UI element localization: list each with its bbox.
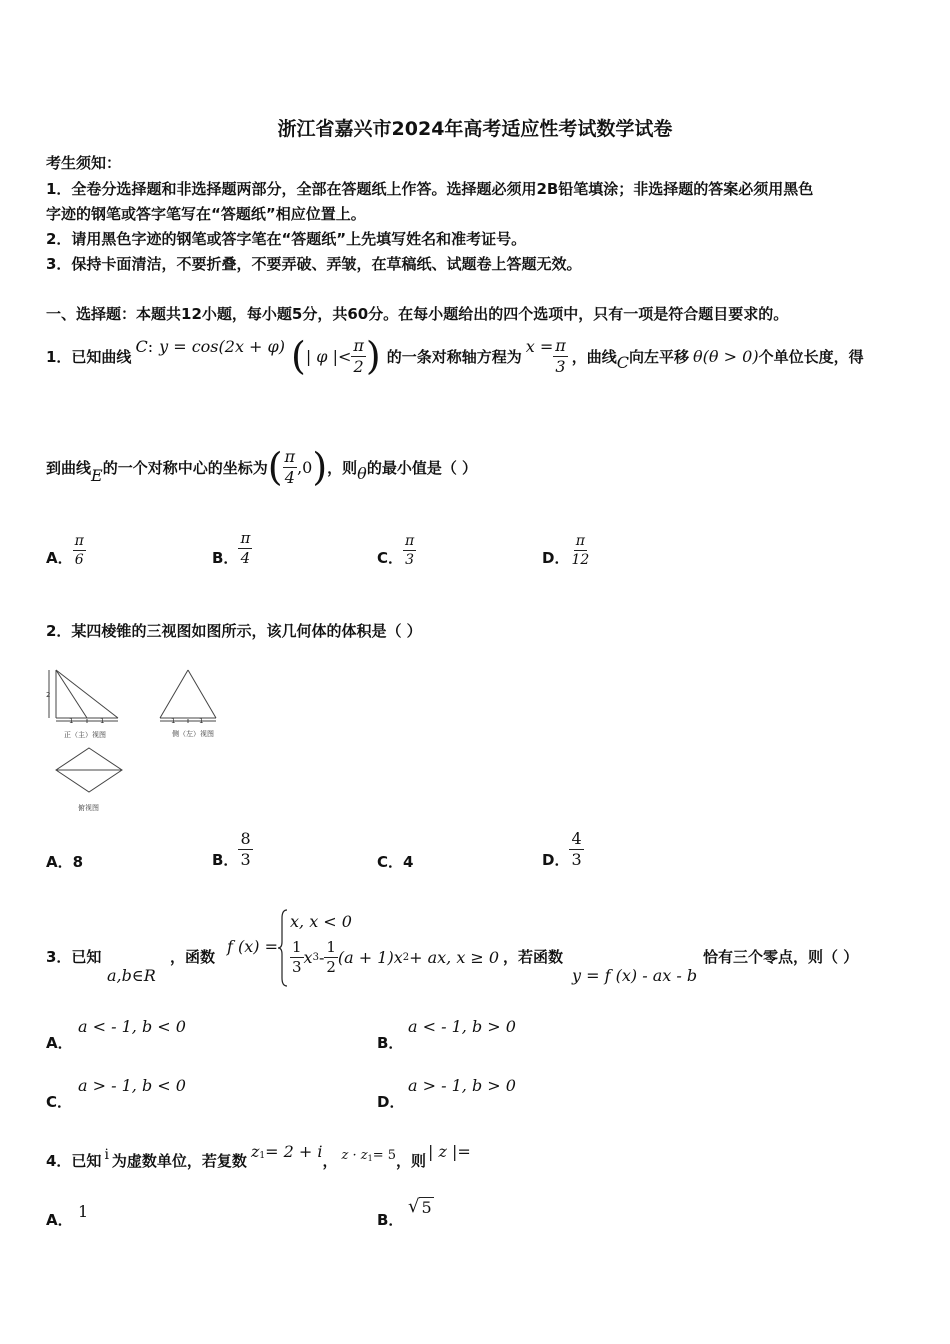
q1-option-a[interactable] [46, 530, 86, 570]
q1-prefix: 1．已知曲线 [46, 347, 132, 366]
q3-brace-svg [278, 908, 288, 988]
side-right-edge [188, 670, 216, 718]
q1-option-a-fraction [73, 534, 86, 567]
front-width-label-2: 1 [100, 717, 105, 725]
q1-option-b-den: 4 [240, 548, 251, 567]
q1-axis-lhs: x = [525, 336, 554, 356]
q2-option-a-label: A． [46, 853, 73, 871]
q4-zprod-rhs: = 5 [372, 1148, 396, 1163]
q3-case2-frac2 [324, 940, 338, 975]
q2-option-b-num: 8 [240, 828, 251, 848]
q4-z1: z [250, 1142, 260, 1161]
q1-mid-1: 的一条对称轴方程为 [386, 347, 522, 366]
q4-option-a-expr: 1 [78, 1202, 89, 1221]
q1-center-den: 4 [284, 467, 295, 487]
q1-option-d-num: π [575, 532, 585, 549]
q3-case2-frac1-num: 1 [292, 938, 302, 956]
page-title: 浙江省嘉兴市2024年高考适应性考试数学试卷 [277, 118, 673, 140]
q3-brace-path [278, 910, 287, 986]
q1-cond-fraction [351, 335, 366, 376]
q4-option-a-label[interactable]: A． [46, 1211, 73, 1229]
q4-z1-rhs: = 2 + i [265, 1142, 323, 1161]
q4-comma: ， [322, 1152, 338, 1170]
q4-option-b-sqrt: √ [408, 1196, 420, 1217]
q1-axis-fraction [553, 335, 568, 376]
q1-option-d-fraction [569, 534, 591, 567]
q3-brace [278, 908, 282, 986]
q3-option-b-label[interactable]: B． [377, 1034, 404, 1052]
q1-line2-b: 的一个对称中心的坐标为 [102, 458, 268, 477]
q4-zprod: z · z [341, 1148, 368, 1163]
q1-mid-4: 个单位长度，得 [758, 347, 864, 366]
q1-line2-d: 的最小值是（ ） [366, 458, 478, 477]
q3-domain: a,b∈R [107, 966, 156, 985]
q3-option-c-expr: a > - 1, b < 0 [78, 1076, 186, 1095]
q2-option-b[interactable] [212, 826, 253, 872]
q4-mid-1: 为虚数单位，若复数 [111, 1152, 247, 1170]
notice-line-1a: 1．全卷分选择题和非选择题两部分，全部在答题纸上作答。选择题必须用2B铅笔填涂；非选择题的答案必须用黑色 [46, 180, 814, 198]
q1-cond-open-paren: ( [290, 334, 306, 378]
q4-i: i [104, 1147, 109, 1163]
q2-option-d-den: 3 [571, 849, 582, 869]
q3-case2-frac1-den: 3 [292, 958, 302, 976]
q1-option-c-fraction [403, 534, 416, 567]
q1-line2-c: ，则 [327, 458, 358, 477]
side-view [160, 670, 216, 723]
q1-colon: : [147, 336, 154, 356]
q2-option-d-label: D． [542, 850, 570, 869]
q1-center-close-paren: ) [312, 445, 328, 489]
section-heading: 一、选择题：本题共12小题，每小题5分，共60分。在每小题给出的四个选项中，只有一项是符合题目要求的。 [46, 305, 789, 323]
question-1-line-2 [46, 436, 477, 498]
q1-theta: θ [357, 463, 367, 483]
q3-case2-rest: + ax, x ≥ 0 [409, 948, 500, 967]
q2-option-c-value: 4 [403, 852, 414, 871]
q3-option-d-label[interactable]: D． [377, 1093, 405, 1111]
q1-option-c-label: C． [377, 548, 404, 567]
question-4-line [46, 1142, 471, 1171]
q1-theta-expression: θ(θ > 0) [693, 346, 759, 366]
notice-heading: 考生须知： [46, 154, 122, 172]
q2-option-b-fraction [238, 828, 252, 869]
q4-option-b-expr [408, 1196, 434, 1217]
q2-option-d[interactable] [542, 826, 584, 872]
q4-option-b-label[interactable]: B． [377, 1211, 404, 1229]
q1-option-c-den: 3 [405, 551, 415, 568]
q2-option-b-den: 3 [240, 849, 251, 869]
q3-case2-a1x: (a + 1)x [337, 948, 403, 967]
q2-option-b-label: B． [212, 850, 239, 869]
q4-prefix: 4．已知 [46, 1152, 102, 1170]
q2-option-d-num: 4 [571, 828, 582, 848]
q1-curve-e: E [91, 465, 103, 485]
q3-option-c-label[interactable]: C． [46, 1093, 73, 1111]
q1-expression: y = cos(2x + φ) [159, 336, 285, 356]
question-2-text: 2．某四棱锥的三视图如图所示，该几何体的体积是（ ） [46, 622, 422, 640]
q3-case2-minus: - [318, 948, 325, 967]
q1-cond-den: 2 [353, 356, 364, 376]
side-width-label-2: 1 [199, 717, 204, 725]
q1-center-fraction [283, 446, 298, 487]
q2-option-d-fraction [569, 828, 583, 869]
q3-yfx: y = f (x) - ax - b [572, 966, 698, 985]
q1-option-b-num: π [240, 528, 251, 547]
q3-case2-frac2-den: 2 [326, 958, 336, 976]
q3-option-b-expr: a < - 1, b > 0 [408, 1017, 516, 1036]
q1-cond-left: | φ |< [305, 346, 352, 366]
q3-option-d-expr: a > - 1, b > 0 [408, 1076, 516, 1095]
q1-option-c-num: π [405, 532, 415, 549]
q1-center-num: π [284, 446, 296, 466]
q1-cond-num: π [353, 335, 364, 355]
q3-case2-frac1 [290, 940, 304, 975]
front-height-label: 2 [46, 691, 51, 699]
q1-cond-close-paren: ) [365, 334, 381, 378]
notice-line-3: 3．保持卡面清洁，不要折叠，不要弄破、弄皱，在草稿纸、试题卷上答题无效。 [46, 255, 582, 273]
q1-axis-den: 3 [555, 356, 566, 376]
q4-option-b-rad: 5 [421, 1198, 432, 1217]
q2-option-c-label: C． [377, 853, 404, 871]
q3-case-2 [290, 940, 499, 975]
q4-abs-z: | z |= [428, 1142, 471, 1161]
question-1-line-1 [46, 326, 864, 386]
q2-option-a[interactable] [46, 851, 83, 872]
q3-case2-sup2: 2 [402, 952, 410, 963]
q1-option-b[interactable] [212, 526, 252, 570]
q3-mid-3: 恰有三个零点，则（ ） [703, 948, 859, 966]
q3-case-1: x, x < 0 [290, 912, 352, 931]
q4-zprod-sub: 1 [367, 1154, 373, 1163]
q2-option-a-value: 8 [72, 852, 84, 871]
q1-center-zero: ,0 [297, 457, 313, 477]
q3-option-a-expr: a < - 1, b < 0 [78, 1017, 186, 1036]
q3-case2-x: x [303, 948, 313, 967]
front-long-edge [56, 670, 118, 718]
top-view [56, 748, 122, 792]
q3-case2-sup3: 3 [312, 952, 319, 963]
q3-option-a-label[interactable]: A． [46, 1034, 73, 1052]
top-view-caption: 俯视图 [78, 804, 99, 812]
q1-option-d[interactable] [542, 530, 591, 570]
front-inner-edge [56, 670, 87, 718]
front-width-label-1: 1 [69, 717, 74, 725]
side-width-label-1: 1 [171, 717, 176, 725]
q1-mid-2: ，曲线 [571, 347, 617, 366]
q4-mid-2: ，则 [396, 1152, 427, 1170]
q1-option-d-label: D． [542, 548, 570, 567]
q4-z1-sub: 1 [259, 1151, 266, 1161]
q1-option-a-den: 6 [74, 551, 84, 568]
side-view-caption: 侧（左）视图 [172, 730, 214, 738]
q1-option-b-label: B． [212, 548, 239, 567]
q1-option-d-den: 12 [571, 551, 590, 568]
q1-option-b-fraction [238, 528, 252, 567]
q3-mid-2: ，若函数 [503, 948, 564, 966]
q1-mid-3: 向左平移 [629, 347, 690, 366]
q3-mid-1: ，函数 [170, 948, 216, 966]
q1-curve-name: C [135, 336, 148, 356]
q1-line2-a: 到曲线 [46, 458, 92, 477]
front-view [49, 670, 118, 723]
q1-option-a-num: π [74, 532, 84, 549]
three-view-figure [40, 660, 240, 820]
front-view-caption: 正（主）视图 [64, 731, 106, 739]
q1-axis-num: π [555, 335, 566, 355]
q1-option-c[interactable] [377, 530, 416, 570]
side-left-edge [160, 670, 188, 718]
q1-center-open-paren: ( [267, 445, 283, 489]
q3-fx: f (x) = [227, 937, 279, 956]
q1-curve-c2: C [616, 352, 630, 372]
q3-case2-frac2-num: 1 [326, 938, 336, 956]
q3-prefix: 3．已知 [46, 948, 102, 966]
q2-option-c[interactable] [377, 851, 413, 872]
notice-line-2: 2．请用黑色字迹的钢笔或答字笔在“答题纸”上先填写姓名和准考证号。 [46, 230, 527, 248]
q1-option-a-label: A． [46, 548, 73, 567]
notice-line-1b: 字迹的钢笔或答字笔写在“答题纸”相应位置上。 [46, 205, 366, 223]
